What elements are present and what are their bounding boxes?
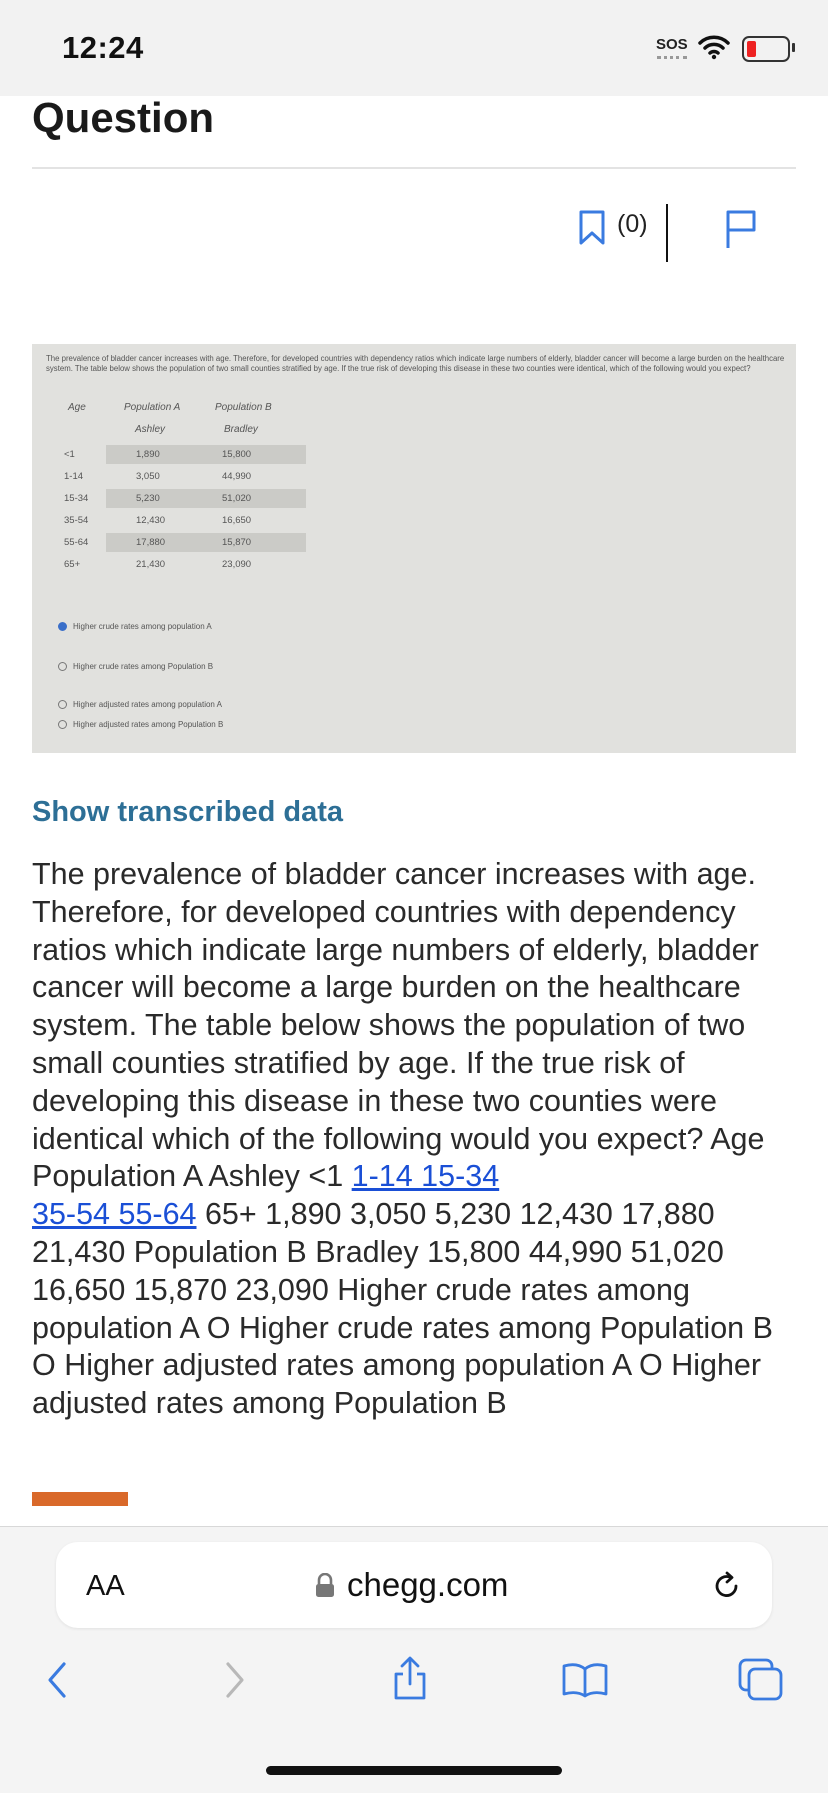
- table-header-pop-b: Population B: [215, 402, 272, 413]
- table-row: 55-64 17,880 15,870: [64, 537, 252, 548]
- lock-icon: [314, 1573, 336, 1599]
- transcript-link[interactable]: 35-54 55-64: [32, 1197, 197, 1232]
- reload-icon[interactable]: [710, 1569, 744, 1603]
- table-header-age: Age: [68, 402, 86, 413]
- transcript-text: The prevalence of bladder cancer increases with age. Therefore, for developed countries with dependency ratios which indicate large numbers of elderly, bladder cancer will become a large burden on the healthcare system. The table below shows the population of two small counties stratified by age. If the true risk of developing this disease in these two counties were identical which of the following would you expect? Age Population A Ashley <1 1-14 15-34 35-54 55-64 65+ 1,890 3,050 5,230 12,430 17,880 21,430 Population B Bradley 15,800 44,990 51,020 16,650 15,870 23,090 Higher crude rates among population A O Higher crude rates among Population B O Higher adjusted rates among population A O Higher adjusted rates among Population B: [32, 857, 773, 1421]
- option-item: Higher adjusted rates among population A: [58, 700, 222, 709]
- status-time: 12:24: [62, 30, 144, 65]
- forward-icon[interactable]: [222, 1660, 248, 1700]
- share-icon[interactable]: [390, 1656, 430, 1702]
- transcript-link[interactable]: 1-14 15-34: [351, 1159, 500, 1194]
- table-row: 35-54 12,430 16,650: [64, 515, 252, 526]
- wifi-icon: [698, 34, 730, 60]
- option-item: Higher adjusted rates among Population B: [58, 720, 223, 729]
- reader-aa-button[interactable]: AA: [86, 1570, 125, 1602]
- url-text[interactable]: chegg.com: [347, 1566, 509, 1603]
- option-item: Higher crude rates among population A: [58, 622, 212, 631]
- table-row: 15-34 5,230 51,020: [64, 493, 252, 504]
- bookmark-icon[interactable]: [578, 210, 606, 246]
- progress-accent-bar: [32, 1492, 128, 1506]
- bookmark-count: (0): [617, 210, 648, 238]
- table-header-pop-b-sub: Bradley: [224, 424, 258, 435]
- show-transcribed-link[interactable]: Show transcribed data: [32, 796, 344, 828]
- divider: [32, 167, 796, 169]
- signal-dots: [657, 56, 687, 62]
- table-row: <1 1,890 15,800: [64, 449, 252, 460]
- question-image: [32, 344, 796, 753]
- battery-cap: [792, 43, 795, 52]
- tabs-icon[interactable]: [738, 1658, 784, 1702]
- home-indicator: [266, 1766, 562, 1775]
- page-title: Question: [32, 94, 215, 141]
- table-row: 65+ 21,430 23,090: [64, 559, 252, 570]
- sos-indicator: SOS: [656, 36, 688, 53]
- radio-selected-icon: [58, 622, 67, 631]
- bookmarks-book-icon[interactable]: [561, 1662, 609, 1698]
- option-item: Higher crude rates among Population B: [58, 662, 213, 671]
- radio-icon: [58, 662, 67, 671]
- battery-icon: [742, 36, 790, 62]
- radio-icon: [58, 700, 67, 709]
- table-header-pop-a: Population A: [124, 402, 181, 413]
- radio-icon: [58, 720, 67, 729]
- table-header-pop-a-sub: Ashley: [135, 424, 166, 435]
- question-image-text: The prevalence of bladder cancer increases with age. Therefore, for developed countries with dependency ratios which indicate large numbers of elderly, bladder cancer will become a large burden on the healthcare system. The table below shows the population of two small counties stratified by age. If the true risk of developing this disease in these two counties were identical, which of the following would you expect?: [46, 354, 785, 373]
- divider: [666, 204, 668, 262]
- flag-icon[interactable]: [724, 208, 758, 250]
- table-row: 1-14 3,050 44,990: [64, 471, 252, 482]
- back-icon[interactable]: [44, 1660, 70, 1700]
